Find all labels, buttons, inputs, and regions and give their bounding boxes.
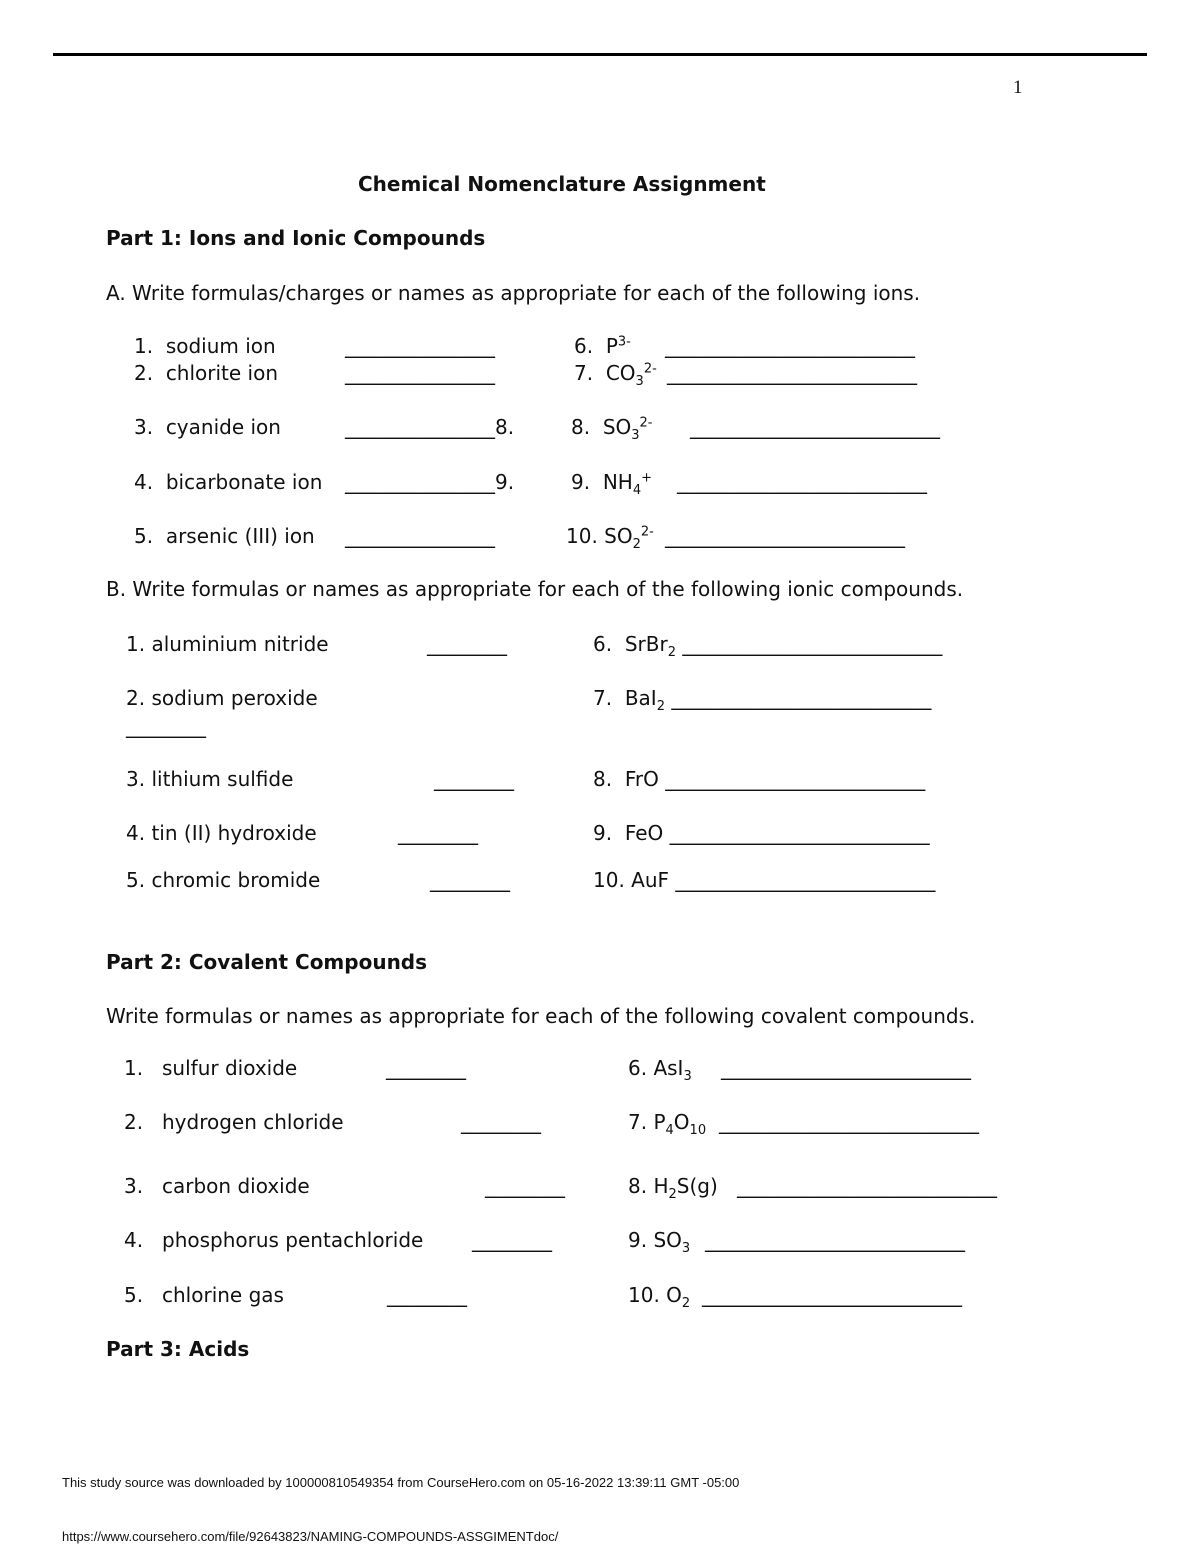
answer-blank[interactable]: _________________________ <box>690 415 940 439</box>
footer-source-notice: This study source was downloaded by 100000810549354 from CourseHero.com on 05-16-2022 13:39:11 GMT -05:00 <box>62 1475 740 1490</box>
item-number: 3. <box>126 767 146 791</box>
item-number: 7. <box>628 1110 648 1134</box>
answer-blank[interactable]: __________________________ <box>702 1283 962 1307</box>
list-item <box>593 870 935 890</box>
list-item <box>571 415 653 443</box>
list-item <box>126 634 329 654</box>
list-item <box>134 526 315 546</box>
part1-heading: Part 1: Ions and Ionic Compounds <box>106 226 486 250</box>
list-item <box>126 870 320 890</box>
header-rule <box>53 53 1147 56</box>
item-number: 4. <box>134 470 154 494</box>
list-item <box>126 823 317 843</box>
formula: $O_2$ <box>666 1283 691 1311</box>
part2-heading: Part 2: Covalent Compounds <box>106 950 428 974</box>
list-item <box>593 823 930 843</box>
item-number: 9. <box>571 470 591 494</box>
item-number: 1. <box>126 632 146 656</box>
formula: $SO_2^{2-}$ <box>604 524 654 552</box>
item-number: 10. <box>593 868 625 892</box>
formula: $P_4O_{10}$ <box>653 1110 707 1138</box>
answer-blank[interactable]: ________ <box>430 868 510 892</box>
part1b-instruction: B. Write formulas or names as appropriate for each of the following ionic compounds. <box>106 577 964 601</box>
item-number: 5. <box>124 1283 144 1307</box>
item-label: chlorine gas <box>162 1283 284 1307</box>
formula: $CO_3^{2-}$ <box>605 361 657 389</box>
item-label: aluminium nitride <box>151 632 329 656</box>
item-label: chlorite ion <box>165 361 279 385</box>
formula: BaI$_2$ <box>624 686 665 714</box>
list-item <box>574 361 657 389</box>
item-number: 5. <box>126 868 146 892</box>
item-number: 8. <box>628 1174 648 1198</box>
list-item <box>593 686 932 714</box>
item-label: arsenic (III) ion <box>165 524 315 548</box>
item-number: 10. <box>566 524 598 548</box>
page-number: 1 <box>1013 77 1023 98</box>
part3-heading: Part 3: Acids <box>106 1337 250 1361</box>
item-label: carbon dioxide <box>162 1174 310 1198</box>
item-label: lithium sulfide <box>151 767 294 791</box>
answer-blank[interactable]: ________ <box>126 714 206 738</box>
list-item <box>593 769 925 789</box>
item-number: 3. <box>124 1174 144 1198</box>
answer-blank[interactable]: ________ <box>387 1283 467 1307</box>
answer-blank[interactable]: _________________________ <box>667 361 917 385</box>
answer-blank[interactable]: __________________________ <box>675 868 936 892</box>
answer-blank[interactable]: __________________________ <box>705 1228 965 1252</box>
item-number: 9. <box>593 821 613 845</box>
formula: AsI$_3$ <box>653 1056 692 1084</box>
item-number: 4. <box>126 821 146 845</box>
list-item <box>126 769 293 789</box>
item-number: 3. <box>134 415 154 439</box>
item-number: 8. <box>571 415 591 439</box>
answer-blank[interactable]: _______________ <box>345 361 495 385</box>
item-number: 10. <box>628 1283 660 1307</box>
item-number: 2. <box>124 1110 144 1134</box>
list-item <box>628 1228 691 1256</box>
answer-blank[interactable]: ________ <box>485 1174 565 1198</box>
item-number: 6. <box>574 334 594 358</box>
formula: $SO_3^{2-}$ <box>602 415 653 443</box>
list-item <box>134 417 281 437</box>
list-item <box>574 336 631 356</box>
item-number: 7. <box>593 686 613 710</box>
answer-blank[interactable]: ________ <box>398 821 478 845</box>
answer-blank[interactable]: _________________________ <box>665 334 915 358</box>
answer-blank[interactable]: ________________________ <box>665 524 905 548</box>
page-title: Chemical Nomenclature Assignment <box>358 172 766 196</box>
item-number: 5. <box>134 524 154 548</box>
item-label: sodium peroxide <box>151 686 318 710</box>
item-number: 2. <box>126 686 146 710</box>
list-item <box>134 472 322 492</box>
item-label: sulfur dioxide <box>162 1056 298 1080</box>
answer-blank[interactable]: ________ <box>461 1110 541 1134</box>
item-number: 7. <box>574 361 594 385</box>
formula: AuF <box>631 868 670 892</box>
item-label: cyanide ion <box>165 415 281 439</box>
list-item <box>134 363 278 383</box>
item-number: 8. <box>593 767 613 791</box>
formula: $NH_4^+$ <box>602 470 652 498</box>
part2-instruction: Write formulas or names as appropriate for each of the following covalent compounds. <box>106 1004 976 1028</box>
formula: $SO_3$ <box>653 1228 691 1256</box>
answer-blank[interactable]: __________________________ <box>671 686 932 710</box>
item-number: 4. <box>124 1228 144 1252</box>
item-label: bicarbonate ion <box>165 470 323 494</box>
answer-blank[interactable]: _______________ <box>345 524 495 548</box>
answer-blank[interactable]: __________________________ <box>669 821 930 845</box>
item-label: tin (II) hydroxide <box>151 821 317 845</box>
footer-url-link[interactable]: https://www.coursehero.com/file/92643823/NAMING-COMPOUNDS-ASSGIMENTdoc/ <box>62 1529 559 1544</box>
item-number: 1. <box>124 1056 144 1080</box>
answer-blank[interactable]: __________________________ <box>737 1174 997 1198</box>
answer-blank[interactable]: _________________________ <box>677 470 927 494</box>
item-number: 2. <box>134 361 154 385</box>
answer-blank[interactable]: _______________8. <box>345 415 515 439</box>
answer-blank[interactable]: _______________9. <box>345 470 515 494</box>
answer-blank[interactable]: __________________________ <box>665 767 926 791</box>
answer-blank[interactable]: _______________ <box>345 334 495 358</box>
item-number: 6. <box>593 632 613 656</box>
list-item <box>628 1056 692 1084</box>
answer-blank[interactable]: ________ <box>472 1228 552 1252</box>
item-label: phosphorus pentachloride <box>162 1228 424 1252</box>
list-item <box>566 524 654 552</box>
formula: FrO <box>624 767 659 791</box>
list-item <box>126 688 318 708</box>
item-number: 9. <box>628 1228 648 1252</box>
item-number: 6. <box>628 1056 648 1080</box>
list-item <box>571 470 652 498</box>
item-number: 1. <box>134 334 154 358</box>
answer-blank[interactable]: _________________________ <box>721 1056 971 1080</box>
answer-blank[interactable]: ________ <box>386 1056 466 1080</box>
item-label: chromic bromide <box>151 868 321 892</box>
formula: $H_2S(g)$ <box>653 1174 718 1202</box>
answer-blank[interactable]: __________________________ <box>719 1110 979 1134</box>
part1a-instruction: A. Write formulas/charges or names as appropriate for each of the following ions. <box>106 281 921 305</box>
list-item <box>593 632 943 660</box>
formula: SrBr$_2$ <box>624 632 676 660</box>
formula: FeO <box>624 821 664 845</box>
item-label: sodium ion <box>165 334 276 358</box>
list-item <box>628 1110 707 1138</box>
formula: $P^{3-}$ <box>605 334 631 358</box>
list-item <box>628 1174 718 1202</box>
answer-blank[interactable]: __________________________ <box>682 632 943 656</box>
list-item <box>628 1283 691 1311</box>
item-label: hydrogen chloride <box>162 1110 344 1134</box>
answer-blank[interactable]: ________ <box>434 767 514 791</box>
list-item <box>134 336 276 356</box>
answer-blank[interactable]: ________ <box>427 632 507 656</box>
